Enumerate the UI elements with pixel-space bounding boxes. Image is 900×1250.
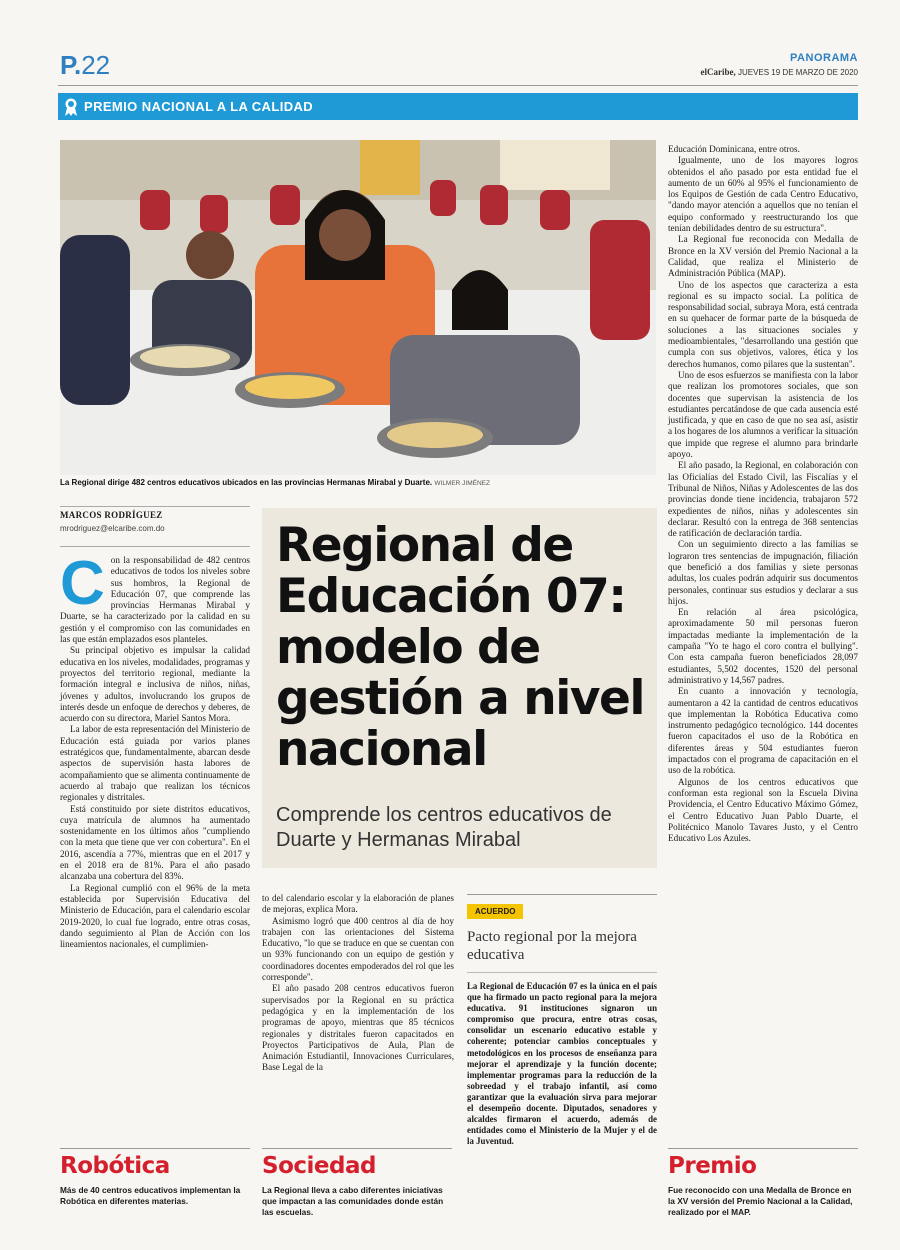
sidebar-rule — [467, 894, 657, 895]
medal-ribbon-icon — [58, 93, 84, 120]
paragraph: on la responsabilidad de 482 centros educativos de todos los niveles sobre sus hombros, la Regional de Educación 07, que comprende las provincias Hermanas Mirabal y Duarte, se ha caracterizado por la calidad en su gestión y el compromiso con las comunidades en las que están emplazados esos planteles. — [60, 555, 250, 645]
sidebar-title-rule — [467, 972, 657, 973]
article-column-4 — [668, 144, 858, 844]
footer-heading-premio: Premio — [668, 1153, 757, 1179]
sidebar-title: Pacto regional por la mejora educativa — [467, 929, 637, 963]
headline: Regional de Educación 07: modelo de gestión a nivel nacional — [276, 518, 644, 777]
footer-heading-sociedad: Sociedad — [262, 1153, 376, 1179]
sidebar-body — [467, 981, 657, 1147]
author-name: MARCOS RODRÍGUEZ — [60, 510, 163, 520]
footer-heading-robotica: Robótica — [60, 1153, 170, 1179]
author-email: mrodriguez@elcaribe.com.do — [60, 524, 165, 533]
paragraph: Algunos de los centros educativos que conforman esta regional son la Escuela Divina Providencia, el Centro Educativo Máximo Gómez, el Centro Educativo Juan Pablo Duarte, el Politécnico Manolo Tavares Justo, y el Centro Educativo Los Azules. — [668, 776, 858, 844]
paragraph: Está constituido por siete distritos educativos, cuya matrícula de alumnos ha aumentado sostenidamente en los últimos años "cumpliendo con la meta que tiene que ver con cobertura". En el 2016, ascendía a 77%, mientras que en el 2017 y en el 2018 era de 81%. Para el año pasado alcanzaba una cobertura del 83%. — [60, 803, 250, 882]
article-column-1 — [60, 549, 250, 950]
footer-text-robotica: Más de 40 centros educativos implementan la Robótica en diferentes materias. — [60, 1185, 241, 1206]
paragraph: El año pasado 208 centros educativos fueron supervisados por la Regional en su práctica pedagógica y en la implementación de los programas de apoyo, mientras que 85 técnicos regionales y distritales fueron capacitados en Proyectos Participativos de Aula, Plan de Animación Estudiantil, Innovaciones Curriculares, Base Legal de la — [262, 983, 454, 1073]
subheadline: Comprende los centros educativos de Duarte y Hermanas Mirabal — [276, 804, 612, 851]
drop-cap: C — [60, 549, 105, 618]
paragraph: La labor de esta representación del Ministerio de Educación está guiada por varios planes estratégicos que, fundamentalmente, abarcan desde aspectos de supervisión hasta labores de acompañamiento que se alimenta continuamente de acuerdo al trabajo que realizan los técnicos regionales y distritales. — [60, 724, 250, 803]
article-column-2 — [262, 893, 454, 1074]
publication-date-line: elCaribe, JUEVES 19 DE MARZO DE 2020 — [700, 67, 858, 77]
paragraph: En relación al área psicológica, aproximadamente 50 mil personas fueron impactadas mediante la implementación de la campaña "Yo te hago el coro contra el bullying". Con esta campaña fueron beneficiados 28,097 estudiantes, 5,502 docentes, 1520 del personal administrativo y 14,567 padres. — [668, 607, 858, 685]
paragraph: El año pasado, la Regional, en colaboración con las Oficialías del Estado Civil, las Fiscalías y el Tribunal de Niños, Niñas y Adolescentes de las dos provincias donde tiene incidencia, trabajaron 572 expedientes de niños, niñas y adolescentes sin declarar. Resultó con la entrega de 368 sentencias de ratificación de declaración tardía. — [668, 460, 858, 539]
photo-caption: La Regional dirige 482 centros educativos ubicados en las provincias Hermanas Mirabal y Duarte. WILMER JIMÉNEZ — [60, 478, 490, 487]
paragraph: La Regional fue reconocida con Medalla de Bronce en la XV versión del Premio Nacional a la Calidad, que realiza el Ministerio de Administración Pública (MAP). — [668, 234, 858, 279]
paragraph: Su principal objetivo es impulsar la calidad educativa en los niveles, modalidades, programas y proyectos del territorio regional, mediante la formación integral e inclusiva de niños, niñas, jóvenes y adultos, involucrando los grupos de interés desde un enfoque de derechos y deberes, de acuerdo con su directora, Mariel Santos Mora. — [60, 645, 250, 724]
paragraph: Con un seguimiento directo a las familias se lograron tres sentencias de impugnación, filiación que benefició a dos familias y siete personas adultas, los cuales podrán adquirir sus documentos personales, continuar sus estudios y declarar a sus hijos. — [668, 539, 858, 606]
byline — [60, 510, 250, 533]
section-banner — [58, 93, 858, 120]
paragraph: La Regional de Educación 07 es la única en el país que ha firmado un pacto regional para la mejora educativa. 91 instituciones signaron un compromiso que procura, entre otras cosas, consolidar un escenario educativo estable y coherente; potenciar cambios conceptuales y metodológicos en los procesos de enseñanza para mejorar el aprendizaje y la función docente; implementar programas para la reducción de la sobreedad y el trabajo infantil, así como garantizar que la evaluación sirva para mejorar el desempeño docente. Diputados, senadores y alcaldes firmaron el acuerdo, además de entidades como el Ministerio de la Mujer y el de la Juventud. — [467, 981, 657, 1147]
photo-credit: WILMER JIMÉNEZ — [434, 480, 490, 487]
section-name: PANORAMA — [790, 52, 858, 64]
header-rule — [58, 85, 858, 86]
classroom-photo — [60, 140, 656, 475]
paragraph: Uno de esos esfuerzos se manifiesta con la labor que realizan los promotores sociales, que son docentes que supervisan la asistencia de los estudiantes percatándose de que cada ausencia esté justificada, y que en caso de que no sea así, asistir a los hogares de los alumnos a verificar la situación que impide que regrese el alumno para brindarle apoyo. — [668, 369, 858, 460]
footer-rule — [262, 1148, 452, 1149]
paragraph: Asimismo logró que 400 centros al día de hoy trabajen con las orientaciones del Sistema Educativo, "lo que se traduce en que se cuentan con un 93% funcionando con un equipo de gestión y coordinadores docentes empoderados del rol que les corresponde". — [262, 915, 454, 983]
footer-rule — [60, 1148, 250, 1149]
banner-title: PREMIO NACIONAL A LA CALIDAD — [84, 99, 314, 114]
footer-text-premio: Fue reconocido con una Medalla de Bronce en la XV versión del Premio Nacional a la Calidad, realizado por el MAP. — [668, 1185, 853, 1217]
byline-rule-bottom — [60, 546, 250, 547]
sidebar-tag: ACUERDO — [467, 904, 523, 919]
paragraph: En cuanto a innovación y tecnología, aumentaron a 42 la cantidad de centros educativos que implementan la Robótica Educativa como instrumento pedagógico tecnológico. 144 docentes fueron capacitados el uso de la Robótica en diferentes áreas y 504 estudiantes fueron impactados con el programa de capacitación en el uso de la robótica. — [668, 686, 858, 776]
paragraph: La Regional cumplió con el 96% de la meta establecida por Supervisión Educativa del Ministerio de Educación, para el calendario escolar 2019-2020, lo cual fue logrado, entre otras cosas, dando seguimiento al Plan de Acción con los lineamientos nacionales, el cumplimien- — [60, 882, 250, 950]
paragraph: Educación Dominicana, entre otros. — [668, 144, 800, 154]
paragraph: to del calendario escolar y la elaboración de planes de mejoras, explica Mora. — [262, 893, 454, 915]
page-number: P.22 — [60, 50, 111, 80]
paragraph: Igualmente, uno de los mayores logros obtenidos el año pasado por esta entidad fue el aumento de un 60% al 95% el funcionamiento de los Equipos de Gestión de cada Centro Educativo, "dando mayor atención a aquellos que no tenían el equipo conformado y reestructurando los que tenían debilidades dentro de su estructura". — [668, 155, 858, 234]
byline-rule — [60, 506, 250, 507]
footer-text-sociedad: La Regional lleva a cabo diferentes iniciativas que impactan a las comunidades donde están las escuelas. — [262, 1185, 444, 1217]
paragraph: Uno de los aspectos que caracteriza a esta regional es su impacto social. La política de responsabilidad social, subraya Mora, está centrada en su quehacer de formar parte de la búsqueda de soluciones a las situaciones sociales y medioambientales, "desarrollando una gestión que cumpla con sus objetivos, valores, ética y los derechos humanos, como pilares que la sustentan". — [668, 279, 858, 369]
footer-rule — [668, 1148, 858, 1149]
